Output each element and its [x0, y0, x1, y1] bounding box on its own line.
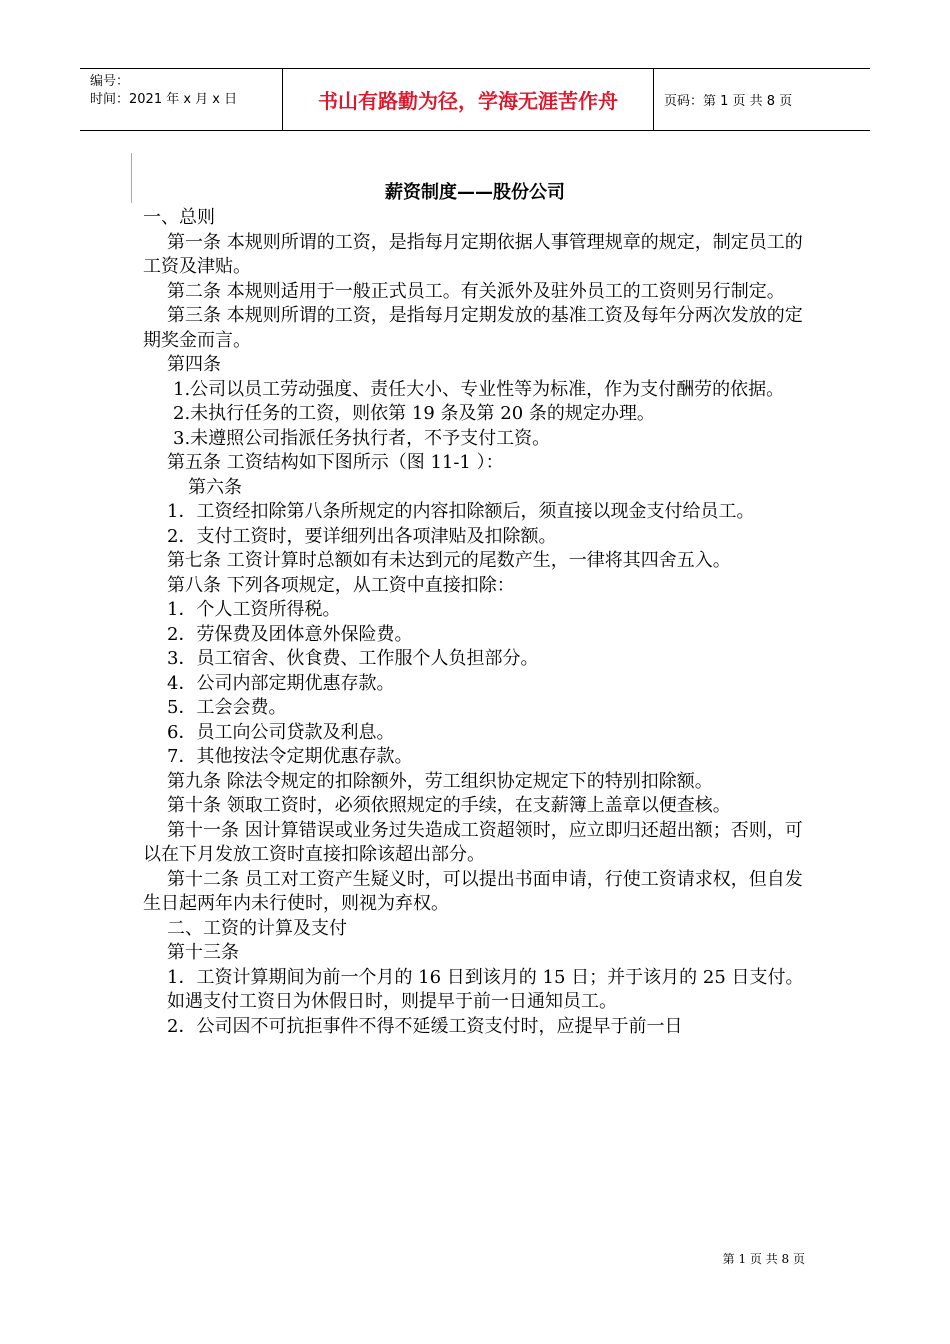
- page-header: [80, 68, 870, 131]
- paragraph: 2．支付工资时，要详细列出各项津贴及扣除额。: [167, 525, 557, 547]
- paragraph: 4．公司内部定期优惠存款。: [167, 672, 395, 694]
- paragraph: 7．其他按法令定期优惠存款。: [167, 746, 413, 767]
- document-number: 编号：: [90, 74, 130, 89]
- paragraph: 第三条 本规则所谓的工资，是指每月定期发放的基准工资及每年分两次发放的定期奖金而言。: [143, 305, 803, 351]
- header-page-number: 页码：第 1 页 共 8 页: [664, 94, 793, 109]
- paragraph: 如遇支付工资日为休假日时，则提早于前一日通知员工。: [167, 991, 617, 1012]
- paragraph: 一、总则: [143, 207, 215, 228]
- paragraph: 2.未执行任务的工资，则依第 19 条及第 20 条的规定办理。: [173, 403, 655, 424]
- paragraph: 第十二条 员工对工资产生疑义时，可以提出书面申请，行使工资请求权，但自发生日起两年内未行使时，则视为弃权。: [143, 868, 803, 914]
- paragraph: 第九条 除法令规定的扣除额外，劳工组织协定规定下的特别扣除额。: [167, 770, 713, 792]
- paragraph: 第八条 下列各项规定，从工资中直接扣除：: [167, 574, 515, 596]
- paragraph: 第六条: [188, 476, 242, 498]
- paragraph: 第二条 本规则适用于一般正式员工。有关派外及驻外员工的工资则另行制定。: [167, 280, 785, 302]
- paragraph: 二、工资的计算及支付: [167, 917, 347, 939]
- paragraph: 2．公司因不可抗拒事件不得不延缓工资支付时，应提早于前一日: [167, 1015, 683, 1037]
- document-body: [143, 206, 813, 1039]
- paragraph: 2．劳保费及团体意外保险费。: [167, 623, 413, 645]
- page-footer: 第 1 页 共 8 页: [722, 1252, 805, 1266]
- paragraph: 6．员工向公司贷款及利息。: [167, 721, 395, 743]
- paragraph: 3．员工宿舍、伙食费、工作服个人负担部分。: [167, 648, 539, 669]
- paragraph: 1．个人工资所得税。: [167, 599, 341, 620]
- document-title: 薪资制度——股份公司: [385, 182, 565, 203]
- paragraph: 第十一条 因计算错误或业务过失造成工资超领时，应立即归还超出额；否则，可以在下月发放工资时直接扣除该超出部分。: [143, 819, 803, 865]
- document-date: 时间：2021 年 x 月 x 日: [90, 92, 238, 107]
- paragraph: 第四条: [167, 354, 221, 375]
- header-meta: [80, 69, 282, 130]
- paragraph: 3.未遵照公司指派任务执行者，不予支付工资。: [173, 427, 551, 449]
- paragraph: 第一条 本规则所谓的工资，是指每月定期依据人事管理规章的规定，制定员工的工资及津贴。: [143, 231, 803, 277]
- paragraph: 1.公司以员工劳动强度、责任大小、专业性等为标准，作为支付酬劳的依据。: [173, 378, 785, 400]
- paragraph: 第五条 工资结构如下图所示（图 11-1 ）：: [167, 452, 504, 473]
- header-motto: 书山有路勤为径，学海无涯苦作舟: [282, 69, 654, 130]
- paragraph: 第十条 领取工资时，必须依照规定的手续，在支薪簿上盖章以便查核。: [167, 795, 731, 816]
- paragraph: 1．工资经扣除第八条所规定的内容扣除额后，须直接以现金支付给员工。: [167, 501, 755, 522]
- paragraph: 1．工资计算期间为前一个月的 16 日到该月的 15 日；并于该月的 25 日支付。: [167, 966, 804, 988]
- paragraph: 第七条 工资计算时总额如有未达到元的尾数产生，一律将其四舍五入。: [167, 550, 731, 571]
- paragraph: 第十三条: [167, 942, 239, 963]
- paragraph: 5．工会会费。: [167, 697, 287, 718]
